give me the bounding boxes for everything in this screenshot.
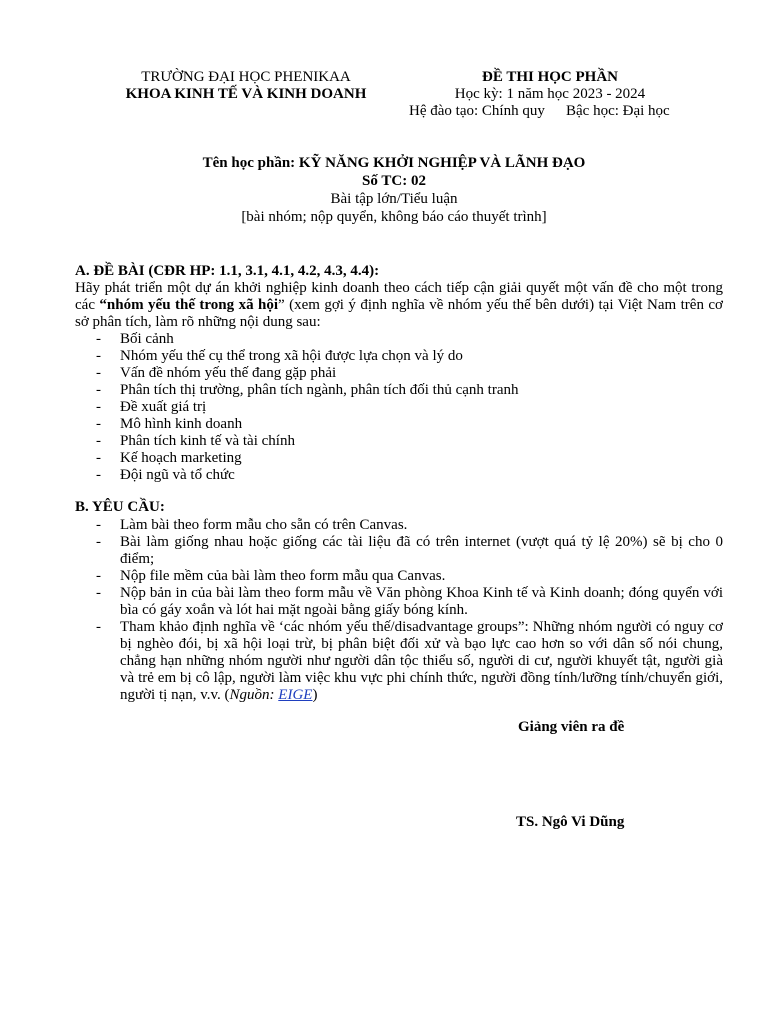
university-name: TRƯỜNG ĐẠI HỌC PHENIKAA: [141, 69, 351, 85]
list-item: - Tham khảo định nghĩa về ‘các nhóm yếu thế/disadvantage groups”: Những nhóm người có nguy cơ bị nghèo đói, bị xã hội loại trừ, bị phân biệt đối xử và bạo lực cao hơn so với dân số nói chung, chẳng hạn những nhóm người như người dân tộc thiểu số, người di cư, người khuyết tật, người già và trẻ em bị cô lập, người làm việc khu vực phi chính thức, người đồng tính/lưỡng tính/chuyển giới, người tị nạn, v.v. (Nguồn: EIGE): [96, 619, 723, 703]
section-a-list: [96, 331, 519, 484]
assignment-type: Bài tập lớn/Tiểu luận: [330, 191, 458, 207]
intro-text-2: ” (xem gợi ý định nghĩa về nhóm yếu thế bên dưới) tại Việt Nam trên cơ sở phân tích, làm rõ những nội dung sau:: [75, 297, 723, 330]
section-b-heading: B. YÊU CẦU:: [75, 499, 165, 515]
assignment-format: [bài nhóm; nộp quyển, không báo cáo thuyết trình]: [241, 209, 547, 225]
list-item: - Phân tích kinh tế và tài chính: [96, 433, 295, 449]
list-item: - Bối cảnh: [96, 331, 174, 347]
course-credits: Số TC: 02: [362, 173, 426, 189]
education-level: Bậc học: Đại học: [566, 103, 670, 119]
intro-text-1: Hãy phát triển một dự án khởi nghiệp kinh doanh theo cách tiếp cận giải quyết một vấn đề cho một trong các: [75, 280, 723, 313]
list-item: - Mô hình kinh doanh: [96, 416, 243, 432]
list-item: - Kế hoạch marketing: [96, 450, 242, 466]
exam-title: ĐỀ THI HỌC PHẦN: [482, 69, 618, 85]
list-item: - Vấn đề nhóm yếu thế đang gặp phải: [96, 365, 337, 381]
list-item: - Làm bài theo form mẫu cho sẵn có trên Canvas.: [96, 517, 408, 533]
training-type: Hệ đào tạo: Chính quy: [409, 103, 545, 119]
course-name: Tên học phần: KỸ NĂNG KHỞI NGHIỆP VÀ LÃNH ĐẠO: [202, 155, 586, 171]
faculty-name: KHOA KINH TẾ VÀ KINH DOANH: [125, 86, 367, 102]
section-b-list: [96, 517, 723, 704]
lecturer-name: TS. Ngô Vi Dũng: [516, 814, 625, 830]
list-item: - Bài làm giống nhau hoặc giống các tài liệu đã có trên internet (vượt quá tỷ lệ 20%) sẽ bị cho 0 điểm;: [96, 534, 723, 567]
list-item: - Nộp bản in của bài làm theo form mẫu về Văn phòng Khoa Kinh tế và Kinh doanh; đóng quyển với bìa có gáy xoắn và lót hai mặt ngoài bằng giấy bóng kính.: [96, 585, 723, 618]
list-item: - Nhóm yếu thế cụ thể trong xã hội được lựa chọn và lý do: [96, 348, 463, 364]
lecturer-role: Giảng viên ra đề: [518, 719, 625, 735]
section-a-heading: A. ĐỀ BÀI (CĐR HP: 1.1, 3.1, 4.1, 4.2, 4.3, 4.4):: [75, 263, 380, 279]
list-item: - Đề xuất giá trị: [96, 399, 207, 415]
source-label: Nguồn:: [229, 687, 279, 703]
list-item: - Phân tích thị trường, phân tích ngành, phân tích đối thủ cạnh tranh: [96, 382, 519, 398]
intro-bold: “nhóm yếu thế trong xã hội: [99, 297, 279, 313]
section-a-intro: [75, 280, 723, 331]
list-item: - Nộp file mềm của bài làm theo form mẫu qua Canvas.: [96, 568, 446, 584]
eige-link[interactable]: EIGE: [278, 687, 313, 703]
list-item: - Đội ngũ và tổ chức: [96, 467, 235, 483]
semester-info: Học kỳ: 1 năm học 2023 - 2024: [454, 86, 646, 102]
